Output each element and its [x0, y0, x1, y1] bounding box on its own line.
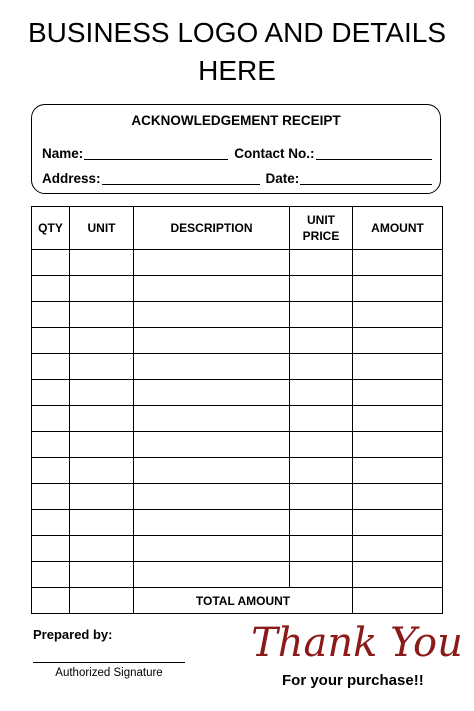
cell-unit-price[interactable] — [290, 328, 353, 354]
cell-description[interactable] — [134, 484, 290, 510]
table-row — [32, 510, 443, 536]
col-unit: UNIT — [70, 207, 134, 250]
cell-amount[interactable] — [353, 562, 443, 588]
cell-unit[interactable] — [70, 328, 134, 354]
cell-amount[interactable] — [353, 276, 443, 302]
address-date-row — [42, 171, 432, 186]
cell-qty[interactable] — [32, 406, 70, 432]
cell-description[interactable] — [134, 536, 290, 562]
cell-unit-price[interactable] — [290, 510, 353, 536]
table-row — [32, 432, 443, 458]
cell-description[interactable] — [134, 562, 290, 588]
cell-unit[interactable] — [70, 354, 134, 380]
cell-unit[interactable] — [70, 250, 134, 276]
thank-you-script — [251, 612, 463, 674]
cell-unit-price[interactable] — [290, 354, 353, 380]
cell-qty[interactable] — [32, 562, 70, 588]
cell-qty[interactable] — [32, 302, 70, 328]
cell-amount[interactable] — [353, 510, 443, 536]
cell-unit-price[interactable] — [290, 250, 353, 276]
table-row — [32, 354, 443, 380]
cell-amount[interactable] — [353, 458, 443, 484]
cell-qty[interactable] — [32, 458, 70, 484]
cell-unit-price[interactable] — [290, 562, 353, 588]
table-row — [32, 406, 443, 432]
total-amount-cell[interactable] — [353, 588, 443, 614]
cell-description[interactable] — [134, 406, 290, 432]
cell-amount[interactable] — [353, 250, 443, 276]
receipt-title: ACKNOWLEDGEMENT RECEIPT — [131, 113, 341, 128]
cell-description[interactable] — [134, 458, 290, 484]
cell-unit[interactable] — [70, 380, 134, 406]
cell-qty[interactable] — [32, 276, 70, 302]
cell-amount[interactable] — [353, 354, 443, 380]
items-table — [31, 206, 443, 614]
cell-unit[interactable] — [70, 484, 134, 510]
cell-description[interactable] — [134, 510, 290, 536]
for-your-purchase: For your purchase!! — [282, 672, 424, 689]
cell-unit-price[interactable] — [290, 380, 353, 406]
address-field[interactable] — [102, 171, 260, 185]
cell-unit[interactable] — [70, 432, 134, 458]
total-spacer-qty — [32, 588, 70, 614]
thank-you-text: Thank You — [251, 620, 463, 666]
cell-amount[interactable] — [353, 536, 443, 562]
name-label: Name: — [42, 146, 84, 161]
table-row — [32, 302, 443, 328]
cell-qty[interactable] — [32, 484, 70, 510]
cell-unit[interactable] — [70, 302, 134, 328]
contact-field[interactable] — [316, 146, 432, 160]
cell-amount[interactable] — [353, 406, 443, 432]
cell-unit-price[interactable] — [290, 302, 353, 328]
cell-unit-price[interactable] — [290, 458, 353, 484]
cell-unit[interactable] — [70, 510, 134, 536]
cell-unit[interactable] — [70, 562, 134, 588]
cell-description[interactable] — [134, 380, 290, 406]
col-amount: AMOUNT — [353, 207, 443, 250]
cell-amount[interactable] — [353, 484, 443, 510]
col-unit-price — [290, 207, 353, 250]
table-row — [32, 250, 443, 276]
business-header — [0, 14, 474, 90]
header-line-1: BUSINESS LOGO AND DETAILS — [27, 17, 447, 48]
col-unit-price-line-1: UNIT — [307, 213, 335, 227]
cell-description[interactable] — [134, 250, 290, 276]
table-row — [32, 380, 443, 406]
table-row — [32, 536, 443, 562]
cell-qty[interactable] — [32, 328, 70, 354]
cell-description[interactable] — [134, 432, 290, 458]
table-row — [32, 562, 443, 588]
cell-qty[interactable] — [32, 536, 70, 562]
cell-unit[interactable] — [70, 406, 134, 432]
header-line-2: HERE — [198, 55, 276, 86]
cell-qty[interactable] — [32, 432, 70, 458]
contact-label: Contact No.: — [234, 146, 315, 161]
cell-unit-price[interactable] — [290, 432, 353, 458]
signature-line[interactable] — [33, 662, 185, 663]
cell-description[interactable] — [134, 276, 290, 302]
cell-amount[interactable] — [353, 328, 443, 354]
name-field[interactable] — [84, 146, 228, 160]
table-row — [32, 458, 443, 484]
col-unit-price-line-2: PRICE — [302, 229, 340, 243]
cell-unit[interactable] — [70, 536, 134, 562]
name-contact-row — [42, 146, 432, 161]
cell-qty[interactable] — [32, 510, 70, 536]
date-field[interactable] — [300, 171, 432, 185]
address-label: Address: — [42, 171, 101, 186]
cell-unit-price[interactable] — [290, 276, 353, 302]
cell-unit[interactable] — [70, 458, 134, 484]
prepared-by-label: Prepared by: — [33, 627, 113, 642]
item-rows — [32, 250, 443, 614]
cell-unit-price[interactable] — [290, 536, 353, 562]
cell-qty[interactable] — [32, 354, 70, 380]
table-row — [32, 328, 443, 354]
cell-amount[interactable] — [353, 432, 443, 458]
total-spacer-unit — [70, 588, 134, 614]
col-description: DESCRIPTION — [134, 207, 290, 250]
total-row — [32, 588, 443, 614]
cell-description[interactable] — [134, 354, 290, 380]
cell-amount[interactable] — [353, 302, 443, 328]
authorized-signature-label: Authorized Signature — [55, 667, 163, 679]
table-header-row — [32, 207, 443, 250]
cell-description[interactable] — [134, 302, 290, 328]
cell-unit-price[interactable] — [290, 406, 353, 432]
cell-description[interactable] — [134, 328, 290, 354]
cell-qty[interactable] — [32, 380, 70, 406]
cell-unit-price[interactable] — [290, 484, 353, 510]
receipt-info-box — [31, 104, 441, 194]
total-amount-label: TOTAL AMOUNT — [134, 588, 353, 614]
col-qty: QTY — [32, 207, 70, 250]
cell-amount[interactable] — [353, 380, 443, 406]
date-label: Date: — [265, 171, 300, 186]
table-row — [32, 276, 443, 302]
cell-qty[interactable] — [32, 250, 70, 276]
table-row — [32, 484, 443, 510]
cell-unit[interactable] — [70, 276, 134, 302]
